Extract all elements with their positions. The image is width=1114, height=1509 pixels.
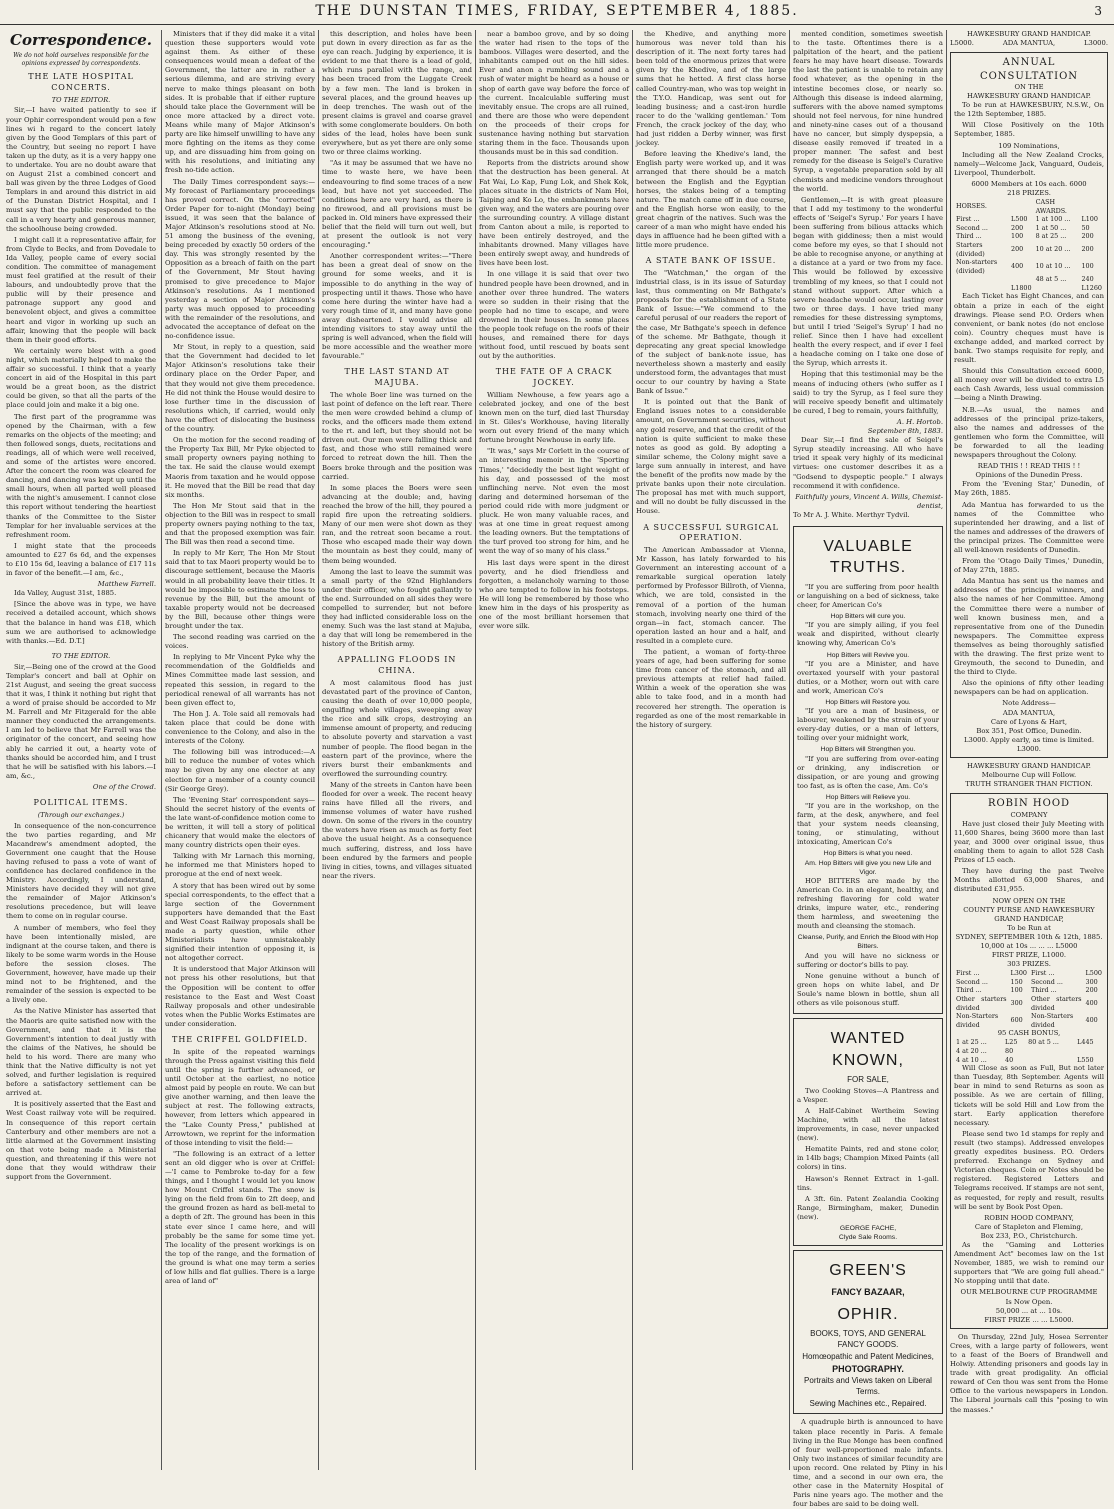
table-cell: Second ... [956,977,988,986]
paragraph: Another correspondent writes:—"There has been a great deal of snow on the ground for some weeks, and it is impossible to do anything in the way of prospecting until it thaws. Those who have come here during the winter have had a very rough time of it, and many have gone away disheartened. I would advise all intending visitors to stay away until the spring is well advanced, when the field will be more accessible and the weather more favourable." [322,252,472,361]
ad-signature-line: Clyde Sale Rooms. [838,1234,898,1242]
article-letter-two [6,652,156,792]
table-cell: L500 [1085,969,1102,978]
article-title: THE FATE OF A CRACK JOCKEY. [495,367,613,388]
table-cell: 200 [1081,245,1094,254]
article-subtitle: TO THE EDITOR. [51,95,111,104]
ad-hawkesbury-header [950,30,1108,48]
ad-line: FANCY BAZAAR, [831,1286,905,1297]
table-cell: Other starters divided [956,995,1007,1012]
table-cell [954,275,1009,284]
paragraph: The Daily Times correspondent says:—My forecast of Parliamentary proceedings has proved correct. On the "corrected" Order Paper for to-night (Monday) being issued, it was seen that the balance of Major Atkinson's resolutions stood at No. 51 among the business of the evening, being preceded by exactly 50 orders of the day. This was strongly resented by the Opposition as a breach of faith on the part of the Government, Mr Stout having promised to give precedence to Major Atkinson's resolutions. As I mentioned yesterday a section of Major Atkinson's party was much opposed to proceeding with the remainder of the resolutions, and advocated the acceptance of defeat on the no-confidence issue. [165,177,315,341]
table-row [954,995,1104,1012]
table-cell: 400 [1085,999,1098,1008]
ad-line: HAWKESBURY GRAND HANDICAP. [967,92,1091,101]
table-cell: 300 [1010,999,1023,1008]
table-row [954,986,1104,995]
table-cell: 50 [1081,223,1090,232]
ad-title: HAWKESBURY GRAND HANDICAP. [967,762,1091,771]
ad-line: Sewing Machines etc., Repaired. [809,1398,927,1408]
table-cell: 200 [1011,245,1024,254]
article-hospital-concerts [6,72,156,646]
paragraph: Each Ticket has Eight Chances, and can obtain a prize in each of the eight drawings. Please send P.O. Orders when convenient, or bank notes (do not enclose coin). Country cheques must have is exchange added, and marked correct by bank. Two stamps requisite for reply, and result. [954,292,1104,365]
table-cell: 1 at 25 ... [956,1038,987,1047]
article-subtitle: TO THE EDITOR. [51,651,111,660]
paragraph: It is pointed out that the Bank of England issues notes to a considerable amount, on Government securities, without any gold reserve, and that the credit of the nation is quite sufficient to make these notes as good as gold. By adopting a similar scheme, the Colony might save a large sum annually in interest, and have the benefit of the profits now made by the private banks upon their note circulation. The proposal has met with much support, and will no doubt be fully discussed in the House. [636,398,786,516]
column-5 [636,30,786,1470]
table-cell: Second ... [1031,977,1063,986]
paragraph: Before leaving the Khedive's land, the English party were worked up, and it was arranged that there should be a match between the English and the Egyptian horses, the stakes being of a tempting nature. The match came off in due course, and the English horse won easily, to the great chagrin of the natives. Such was the career of a man who might have ended his days in affluence had he been gifted with a little more prudence. [636,150,786,250]
table-cell [1075,1047,1104,1056]
paragraph: Mr Stout, in reply to a question, said that the Government had decided to let Major Atkinson's resolutions take their ordinary place on the Order Paper, and that they would not give them precedence. He did not think the House would desire to lose further time in the discussion of resolutions which, if carried, would only have the effect of dislocating the business of the country. [165,343,315,434]
ad-line: To be Run at [1007,923,1051,932]
table-cell [1026,1047,1075,1056]
table-row [954,1047,1104,1056]
paragraph: William Newhouse, a few years ago a celebrated jockey, and one of the best known men on the turf, died last Thursday in St. Giles's Workhouse, having literally worn out every friend of the many which fortune brought Newhouse in early life. [479,390,629,445]
paragraph: Sir,—I have waited patiently to see if your Ophir correspondent would pen a few lines wi h regard to the concert lately given by the Good Templars of this part of the Country, but seeing no report I have taken up the duty, as it is a very happy one to undertake. You are no doubt aware that on August 21st a combined concert and ball was given by the three Lodges of Good Templars in and around this district in aid of the Dunstan District Hospital, and I must say that the public responded to the call in a very hearty and generous manner, the schoolhouse being crowded. [6,106,156,233]
table-cell: Non-Starters divided [1031,1012,1074,1029]
ad-line: Am. Hop Bitters will give you new Life and Vigor. [804,859,932,876]
ad-line: Hop Bitters will Restore you. [825,698,911,706]
table-cell: L300 [1010,969,1027,978]
ad-line: OPHIR. [837,1305,899,1323]
table-cell: L25 [1005,1038,1018,1047]
disclaimer: We do not hold ourselves responsible for the opinions expressed by correspondents. [13,52,149,68]
table-cell: 8 at 25 ... [1035,232,1067,241]
prize-table [954,198,1104,292]
signature: A. H. Hortob. [896,417,943,426]
table-cell: 40 [1005,1055,1014,1064]
table-cell: First ... [1031,969,1055,978]
table-cell: 100 [1010,986,1023,995]
paragraph: In consequence of the non-concurrence the two parties regarding, and Mr Macandrew's amendment adopted, the Government one caught that the House having refused to pass a vote of want of confidence has declared confidence in the Ministry. Accordingly, I understand, Ministers have decided they will not give the remainder of Major Atkinson's resolutions precedence, but will leave them to come on in regular course. [6,821,156,921]
ad-line: Melbourne Cup will Follow. [981,771,1077,780]
article-surgical-operation [636,523,786,730]
table-cell: L550 [1077,1055,1094,1064]
table-cell: 1 at 50 ... [1035,223,1067,232]
page-number: 3 [1094,4,1102,18]
ad-title: ROBIN HOOD [987,798,1071,810]
paragraph: On the motion for the second reading of the Property Tax Bill, Mr Pyke objected to small property owners paying nothing to the tax. He said the clause would exempt Maoris from taxation and he would oppose it. He moved that the Bill be read that day six months. [165,436,315,499]
paragraph: Talking with Mr Larnach this morning, he informed me that Ministers hoped to prorogue at the end of next week. [165,852,315,879]
table-cell: 400 [1085,1016,1098,1025]
table-row [954,215,1104,224]
article-political-items-cont [165,30,315,1029]
article-title: THE LAST STAND AT MAJUBA. [344,367,450,388]
column-4 [479,30,629,1470]
ad-line: Is Now Open. [1005,1297,1053,1306]
paragraph: Gentlemen,—It is with great pleasure that I add my testimony to the wonderful effects of 'Seigel's Syrup.' For years I have been suffering from bilious attacks which began with giddiness; then a mist would come before my eyes, so that I should not be able to recognise anyone, or anything at a distance at a yard or two from my face. This would be followed by excessive trembling of my knees, so that I could not stand without support. After which a severe headache would occur, lasting over two or three days. I have tried many remedies for these distressing symptoms, but until I tried 'Seigel's Syrup' I had no relief. Since then I have had excellent health the every respect, and if ever I feel a headache coming on I take one dose of the Syrup, which arrests it. [793,195,943,368]
ad-title: HAWKESBURY GRAND HANDICAP. [967,30,1091,38]
table-cell: Non-Starters divided [956,1012,999,1029]
ad-line: Hop Bitters will cure you. [830,613,906,621]
paragraph: In one village it is said that over two hundred people have been drowned, and in another over three hundred. The waters were so sudden in their rising that the people had no time to escape, and were drowned in their houses. In some places the people took refuge on the roofs of their houses, and remained there for days without food, until rescued by boats sent out by the authorities. [479,270,629,361]
paragraph: A number of members, who feel they have been intentionally misled, are indignant at the course taken, and there is likely to be some warm words in the House before the session closes. The Government, however, have made up their mind not to be frightened, and the remainder of the session is expected to be a lively one. [6,923,156,1005]
address-line: Care of Stapleton and Fleming, [974,1222,1084,1231]
paragraph: From the 'Otago Daily Times,' Dunedin, of May 27th, 1885. [954,557,1104,575]
signature-address: To Mr A. J. White. Merthyr Tydvil. [793,510,910,519]
table-row [954,198,1104,215]
ad-robin-hood [950,793,1108,1328]
paragraph: Reports from the districts around show that the destruction has been general. At Fat Wai, Lo Kap, Fung Lok, and Shek Kok, places situate in the districts of Nam Hoi, Taiping and Ko Lo, the embankments have given way, and the waters are pouring over the surrounding country. A village distant from Canton about a mile, is reported to have been entirely destroyed, and the inhabitants drowned. Many villages have been entirely swept away, and hundreds of lives have been lost. [479,159,629,268]
paragraph: "If you are suffering from poor health or languishing on a bed of sickness, take cheer, for American Co's [797,582,939,610]
ad-item: Two Cooking Stoves—A Plantress and a Vesper. [797,1086,939,1104]
ad-line: Hop Bitters will Revive you. [826,651,910,659]
paragraph: The patient, a woman of forty-three years of age, had been suffering for some time from cancer of the stomach, and all previous attempts at relief had failed. Within a week of the operation she was able to take food, and in a month had recovered her strength. The operation is regarded as one of the most remarkable in the history of surgery. [636,647,786,729]
table-total: L1260 [1081,283,1102,292]
table-cell: Other starters divided [1031,995,1082,1012]
article-title: A SUCCESSFUL SURGICAL OPERATION. [643,522,779,543]
paragraph: The Hon Mr Stout said that in the objection to the Bill was in respect to small property owners paying nothing to the tax, and that the proposed exemption was fair. The Bill was then read a second time. [165,501,315,547]
newspaper-title: THE DUNSTAN TIMES, FRIDAY, SEPTEMBER 4, 1885. [315,3,799,19]
table-cell: 10 at 10 ... [1035,262,1071,271]
paragraph: I might call it a representative affair, for from Clyde to Becks, and from Dovedale to Ida Valley, people came of every social condition. The committee of management must feel gratified at the result of their labours, and undoubtedly prove that the public will by their presence and patronage support any good and benevolent object, and gives a committee heart and vigor in working up such an affair, knowing that the people will back them in their good efforts. [6,235,156,344]
paragraph: "It was," says Mr Corlett in the course of an interesting memoir in the 'Sporting Times,' "decidedly the best light weight of his day, and possessed of the most unflinching nerve. Not even the most daring and determined horseman of the period could ride with more judgment or pluck. He won many valuable races, and was at one time in great request among the leading owners. But the temptations of the turf proved too strong for him, and he went the way of so many of his class." [479,447,629,556]
table-row [954,284,1104,293]
paragraph: In spite of the repeated warnings through the Press against visiting this field until the spring is further advanced, or until October at the earliest, no notice almost paid by people en route. We can but give another warning, and then leave the subject at rest. The following extracts, however, from letters which appeared in the "Lake County Press," published at Arrowtown, we reprint for the information of those intending to visit the field:— [165,1047,315,1147]
paragraph: "If you are in the workshop, on the farm, at the desk, anywhere, and feel that your system needs cleansing, toning, or stimulating, without intoxicating, American Co's [797,802,939,847]
table-row [954,978,1104,987]
table-row [954,258,1104,275]
editor-note: [Since the above was in type, we have received a detailed account, which shows that the balance in hand was £18, which sum we are authorised to acknowledge with thanks.—Ed. D.T.] [6,600,156,645]
ad-line: Hop Bitters will Relieve you. [825,793,911,801]
ad-line: Homœopathic and Patent Medicines, [802,1351,934,1361]
table-cell [1009,275,1034,284]
column-7 [950,30,1108,1470]
paragraph: A story that has been wired out by some special correspondents, to the effect that a large section of the Government supporters have demanded that the East and West Coast Railway proposals shall be made a party question, while other Ministerialists have unmistakeably signified their intention of opposing it, is not altogether correct. [165,881,315,963]
paragraph: HOP BITTERS are made by the American Co. in an elegant, healthy, and refreshing flavoring for cold water drinks, impure water, etc., rendering them harmless, and sweetening the mouth and cleansing the stomach. [797,876,939,931]
table-header: CASH AWARDS. [1035,198,1067,215]
table-cell: 80 [1005,1047,1014,1056]
article-title: THE CRIFFEL GOLDFIELD. [171,1035,308,1045]
paragraph: And you will have no sickness or suffering or doctor's bills to pay. [797,951,939,969]
table-cell: 100 [1011,232,1024,241]
article-state-bank [636,256,786,516]
paragraph: As the Native Minister has asserted that the Maoris are quite satisfied now with the Government, and that it is the Government's intention to deal justly with the claims of the Natives, he should be held to his word. There are many who think that the Native difficulty is not yet solved, and further legislation is required before a satisfactory settlement can be arrived at. [6,1007,156,1098]
address-line: ADA MANTUA, [1002,708,1056,717]
paragraph: "If you are a Minister, and have overtaxed yourself with your pastoral duties, or a Mother, worn out with care and work, American Co's [797,659,939,695]
paragraph: The Hon J. A. Tole said all removals had taken place that could be done with convenience to the Colony, and also in the interests of the Colony. [165,709,315,746]
ad-line: ON THE [1014,82,1044,91]
signature: Matthew Farrell. [97,580,156,589]
ad-line: OUR MELBOURNE CUP PROGRAMME [960,1288,1098,1297]
paragraph: Ministers that if they did make it a vital question these supporters would vote against them. As either of these consequences would mean a defeat of the Government, the latter are in rather a serious dilemma, and are striving every nerve to make things pleasant on both sides. It is probable that if either rupture should take place the Government will be once more attacked by a direct vote. Means while many of Major Atkinson's party are like himself unwilling to have any more fighting on the items as they come up, and are dissuading him from going on with his resolutions, and initiating any fresh no-tide action. [165,30,315,175]
prize-table [954,969,1104,1029]
paragraph: In some places the Boers were seen advancing at the double; and, having reached the brow of the hill, they poured a rapid fire upon the retreating soldiers. Many of our men were shot down as they ran, and the retreat soon became a rout. Those who escaped made their way down the mountain as best they could, many of them being wounded. [322,483,472,565]
paragraph: Should this Consultation exceed 6000, all money over will be divided to extra L5 each Cash Awards, less usual commission—being a Ninth Drawing. [954,367,1104,403]
article-title: A STATE BANK OF ISSUE. [645,256,777,266]
paragraph: "If you are a man of business, or labourer, weakened by the strain of your every-day duties, or a man of letters, toiling over your midnight work, [797,707,939,743]
ad-line: FIRST PRIZE, L1000. [991,951,1067,960]
column-rule [318,30,319,1470]
article-crack-jockey [479,367,629,631]
article-quadruple-birth [793,1418,943,1509]
column-rule [161,30,162,1470]
ad-line: 10,000 at 10s ... ... ... L5000 [980,942,1078,951]
ad-line: Hop Bitters will Strengthen you. [820,746,916,754]
paragraph: Dear Sir,—I find the sale of Seigel's Syrup steadily increasing. All who have tried it speak very highly of its medicinal virtues: one customer describes it as a "Godsend to dyspeptic people." I always recommend it with confidence. [793,436,943,490]
prize-right: L3000. [1084,39,1108,48]
paragraph: Many of the streets in Canton have been flooded for over a week. The recent heavy rains have filled all the rivers, and immense volumes of water have rushed down. On some of the rivers in the country the waters have risen as much as forty feet above the usual height. As a consequence much suffering, distress, and loss have been endured by the farmers and people living in cities, towns, and villages situated near the rivers. [322,780,472,880]
ad-title: WANTED KNOWN, [830,1030,906,1069]
ad-line: Hop Bitters is what you need. [823,850,913,858]
ad-line: COMPANY [1010,810,1048,819]
paragraph: Hoping that this testimonial may be the means of inducing others (who suffer as I said) to try the Syrup, as I feel sure they will receive speedy benefit and ultimately be cured, I beg to remain, yours faithfully, [793,370,943,415]
column-rule [475,30,476,1470]
table-cell: 4 at 10 ... [956,1055,987,1064]
prize-left: L5000. [950,39,974,48]
column-rule [632,30,633,1470]
ad-name: ADA MANTUA, [1002,39,1056,48]
paragraph: It is understood that Major Atkinson will not press his other resolutions, but that the Opposition will be content to offer resistance to the East and West Coast Railway proposals and other undesirable votes when the Public Works Estimates are under consideration. [165,965,315,1028]
ad-item: A 3ft. 6in. Patent Zealandia Cooking Range, Birmingham, maker, Dunedin (new). [797,1194,939,1221]
paragraph: Ada Mantua has sent us the names and addresses of the principal winners, and also the names of her Committee. Among the Committee there were a number of well known business men, and a representative from one of the Dunedin newspapers. The Committee express themselves as being thoroughly satisfied with the drawing. The first prize went to Greymouth, the second to Dunedin, and the third to Clyde. [954,577,1104,677]
ad-annual-consultation [950,52,1108,758]
signature: One of the Crowd. [92,782,156,791]
table-cell: Third ... [956,986,982,995]
ad-title: TRUTH STRANGER THAN FICTION. [965,780,1093,789]
article-majuba [322,367,472,649]
article-jockey-cont [636,30,786,250]
ad-hawkesbury-footer [950,762,1108,789]
table-cell: First ... [956,215,980,224]
address-line: Care of Lyons & Hart, [990,717,1068,726]
table-cell: L500 [1011,215,1028,224]
ad-line: BOOKS, TOYS, AND GENERAL FANCY GOODS. [810,1329,926,1349]
paragraph: On Thursday, 22nd July, Hosea Serrenter Crees, with a large party of followers, went to a feast of the Boers of Brandwell and Holwiy. Attending prisoners and goods lay in trade with great prodigality. An official reward of Cen thou was sent from the Home Office to the various newspapers in London. The Liberal journals call this "posing to win the masses." [950,1332,1108,1414]
paragraph: The whole Boer line was turned on the last point of defence on the left rear. There the men were crowded behind a clump of rocks, and the officers made them extend to the rt. and left, but they should not be driven out. Our men were falling thick and fast, and those who still remained were forced to retreat down the hill. Then the Boers broke through and the position was carried. [322,390,472,481]
paragraph: "If you are simply ailing, if you feel weak and dispirited, without clearly knowing why, American Co's [797,621,939,648]
table-cell [1026,1056,1075,1065]
ad-title: ANNUAL CONSULTATION [979,57,1079,82]
signature: Faithfully yours, Vincent A. Wills, Chemist-dentist, [795,492,943,510]
paragraph: "The following is an extract of a letter sent an old digger who is over at Criffel:—'I came to Pembroke to-day for a few things, and I thought I would let you know how Mount Criffel stands. The snow is lying on the field from 6in to 2ft deep, and the ground frozen as hard as bell-metal to a depth of 2ft. The ground has been in this state ever since I came here, and will probably be the same for some time yet. The locality of the present workings is on the top of the range, and the formation of the ground is what one may term a series of low hills and flat gullies. There is a large area of land of" [165,1149,315,1286]
table-cell: 150 [1010,977,1023,986]
table-cell: 200 [1085,986,1098,995]
paragraph: Will Close as soon as Full, But not later than Tuesday, 8th September. Agents will bear in mind to send Returns as soon as possible. As we are certain of filling, tickets will be sold Hill and Low from the start. Early application therefore necessary. [954,1064,1104,1127]
ad-line: COUNTY PURSE AND HAWKESBURY GRAND HANDICAP, [963,905,1095,923]
ad-line: Portraits and Views taken on Liberal Terms. [804,1376,932,1396]
column-1 [6,30,156,1470]
paragraph: Including all the New Zealand Crocks, namely—Welcome Jack, Vanguard, Oudeis, Liverpool, Thunderbolt. [954,150,1104,177]
paragraph: They have during the past Twelve Months allotted 63,000 Shares, and distributed £31,955. [954,867,1104,894]
paragraph: I might state that the proceeds amounted to £27 6s 6d, and the expenses to £10 15s 6d, leaving a balance of £17 11s in favor of the benefit.—I am, &c., [6,541,156,578]
paragraph: The first part of the programme was opened by the Chairman, with a few remarks on the objects of the meeting; and then followed songs, duets, recitations and readings, all of which were well received, and some of the artistes were encored. After the concert the room was cleared for dancing, and dancing was kept up until the small hours, when all parted well pleased with the night's amusement. I cannot close this report without tendering the heartiest thanks of the Committee to the Sister Templar for her invaluable services at the refreshment room. [6,412,156,539]
ad-line: SYDNEY, SEPTEMBER 10th & 12th, 1885. [955,932,1103,941]
article-floods-china [322,655,472,881]
table-total: L1800 [1011,283,1032,292]
ad-item: A Half-Cabinet Wertheim Sewing Machine, with all the latest improvements, in case, never unpacked (new). [797,1106,939,1143]
paragraph: The second reading was carried on the voices. [165,633,315,651]
address-line: ROBIN HOOD COMPANY, [984,1213,1074,1222]
paragraph: The American Ambassador at Vienna, Mr Kasson, has lately forwarded to his Government an interesting account of a remarkable surgical operation lately performed by Professor Billroth, of Vienna, which, we are told, consisted in the removal of a portion of the human stomach, involving nearly one third of the organ—in fact, stomach cancer. The operation lasted an hour and a half, and resulted in a complete cure. [636,545,786,645]
table-cell: Non-starters (divided) [956,258,998,275]
ad-title: VALUABLE TRUTHS. [823,537,913,577]
ad-line: 6000 Members at 10s each. 6000 [971,179,1087,188]
paragraph: near a bamboo grove, and by so doing the water had risen to the tops of the bamboos. Villages were deserted, and the inhabitants camped out on the hill sides. Ever and anon a rumbling sound and a rush of water might be heard as a house or shop of earth gave way before the force of the current. Incalculable suffering must inevitably ensue. The crops are all ruined, and there are those who were dependent on the proceeds of their crops for sustenance having nothing but starvation staring them in the face. Thousands upon thousands must be in this sad condition. [479,30,629,157]
masthead [0,0,1114,25]
article-title: POLITICAL ITEMS. [33,798,129,807]
paragraph: To be run at HAWKESBURY, N.S.W., On the 12th September, 1885. [954,101,1104,119]
table-cell: L100 [1081,215,1098,224]
address-line: L3000. Apply early, as time is limited. L3000. [964,735,1094,753]
table-cell: 400 [1011,262,1024,271]
ad-item: Hematite Paints, red and stone color, in 14lb bags; Champion Mixed Paints (all colors) in tins. [797,1145,939,1172]
table-header: HORSES. [956,202,987,211]
paragraph: "If you are suffering from over-eating or drinking, any indiscretion or dissipation, or are young and growing too fast, as is often the case, Am. Co's [797,754,939,790]
table-cell: 600 [1010,1016,1023,1025]
ad-subtitle: FOR SALE, [847,1074,889,1084]
article-title: THE LATE HOSPITAL CONCERTS. [28,72,134,92]
paragraph: His last days were spent in the direst poverty, and he died friendless and forgotten, a melancholy warning to those who are tempted to follow in his footsteps. He will long be remembered by those who knew him in the days of his prosperity as one of the most brilliant horsemen that ever wore silk. [479,558,629,631]
paragraph: In reply to Mr Kerr, The Hon Mr Stout said that to tax Maori property would be to discourage settlement, because the Maoris would in all probability leave their titles. It would be impossible to estimate the loss to revenue by the Bill, but the amount of taxable property would not be decreased by the Bill, because other things were brought under the tax. [165,549,315,630]
article-political-items [6,798,156,1182]
dateline: Ida Valley, August 31st, 1885. [14,589,117,598]
table-row [954,275,1104,284]
column-6 [793,30,943,1509]
ad-line: 109 Nominations, [998,141,1060,150]
paragraph: Also the opinions of fifty other leading newspapers can be had on application. [954,679,1104,697]
ad-line: 303 PRIZES. [1007,960,1051,969]
section-heading: Correspondence. [10,31,152,49]
ad-line: FIRST PRIZE ... ... L5000. [984,1315,1074,1324]
ad-item: Hawson's Rennet Extract in 1-gall. tins. [797,1174,939,1192]
table-cell: 4 at 20 ... [956,1047,987,1056]
ad-seigels-syrup [793,30,943,520]
table-cell: First ... [956,969,980,978]
column-rule [789,30,790,1470]
table-cell: 300 [1085,977,1098,986]
article-news-item [950,1333,1108,1415]
prizes-title: 218 PRIZES. [1007,189,1051,197]
table-row [954,232,1104,241]
address-line: Box 351, Post Office, Dunedin. [976,726,1082,735]
table-cell: Third ... [956,232,982,241]
paragraph: In replying to Mr Vincent Pyke why the recommendation of the Goldfields and Mines Committee made last session, and repeated this session, in regard to the periodical renewal of all warrants has not been given effect to, [165,653,315,707]
paragraph: N.B.—As usual, the names and addresses of the principal prize-takers, also the names and addresses of the gentlemen who form the Committee, will be forwarded to all the leading newspapers throughout the Colony. [954,405,1104,460]
ad-signature: GEORGE FACHE, [839,1224,897,1232]
table-row [954,224,1104,233]
table-cell: 100 [1081,262,1094,271]
ad-line: Cleanse, Purify, and Enrich the Blood with Hop Bitters. [797,934,939,951]
paragraph: A quadruple birth is announced to have taken place recently in Paris. A female living in the Rue Monge has been confined of four well-proportioned male infants. Only two instances of similar fecundity are upon record. One related by Pliny in his time, and a second in our own era, the other case in the Maternity Hospital of Paris nine years ago. The mother and the four babes are said to be doing well. [793,1418,943,1509]
ad-line: 95 CASH BONUS, [997,1029,1061,1038]
paragraph: Please send two 1d stamps for reply and result (two stamps). Addressed envelopes greatly expedites business. P.O. Orders preferred. Exchange on Sydney and Victorian cheques. Coin or Notes should be registered. Registered Letters and Telegrams received. If stamps are not sent, as requested, for reply and result, results will be sent by Book Post Open. [954,1129,1104,1211]
paragraph: The 'Evening Star' correspondent says—Should the secret history of the events of the late want-of-confidence motion come to be written, it will tell a story of political chicanery that would make the electors of many country districts open their eyes. [165,795,315,850]
column-2 [165,30,315,1470]
paragraph: None genuine without a bunch of green hops on white label, and Dr Soule's name blown in bottle, shun all others as vile poisonous stuff. [797,971,939,1007]
table-cell: Starters (divided) [956,240,985,258]
signature-date: September 8th, 1883. [867,427,943,436]
table-cell: 10 at 20 ... [1035,245,1071,254]
article-criffel-cont [322,30,472,361]
cash-table [954,1038,1104,1064]
table-row [954,1012,1104,1029]
ad-title: GREEN'S [829,1262,907,1280]
table-row [954,1056,1104,1065]
table-cell: Third ... [1031,986,1057,995]
ad-greens-fancy-bazaar [793,1250,943,1414]
paragraph: It is positively asserted that the East and West Coast railway vote will be required. In consequence of this report certain Canterbury and other members are not a little alarmed at the Government insisting on that vote being made a Ministerial question, and threatening if this were not done that they would withdraw their support from the Government. [6,1100,156,1182]
article-subtitle: (Through our exchanges.) [37,810,125,819]
ad-line: Opinions of the Dunedin Press. [975,471,1083,480]
table-cell: 80 at 5 ... [1028,1038,1059,1047]
ad-line: READ THIS ! ! READ THIS ! ! [977,462,1081,471]
paragraph: Among the last to leave the summit was a small party of the 92nd Highlanders under their officer, who fought gallantly to the end. Surrounded on all sides they were compelled to surrender, but not before they had inflicted considerable loss on the enemy. Such was the last stand at Majuba, a day that will long be remembered in the history of the British army. [322,567,472,649]
paragraph: The following bill was introduced:—A bill to reduce the number of votes which may be given by any one elector at any election for a member of a county council (Sir George Grey). [165,748,315,793]
ad-valuable-truths [793,526,943,1014]
paragraph: The "Watchman," the organ of the industrial class, is in its issue of Saturday last, thus commenting on Mr Bathgate's proposals for the establishment of a State Bank of Issue:—"We commend to the careful perusal of our readers the report of the case, Mr Bathgate's speech in defence of the scheme. Mr Bathgate, though it deprecating any great special knowledge of the subject of bank-note issue, has nevertheless shown a masterly and easily understood form, the advantages that must occur to our country by having a State Bank of Issue." [636,268,786,396]
article-criffel-goldfield [165,1035,315,1286]
table-cell: 200 [1011,223,1024,232]
article-title: APPALLING FLOODS IN CHINA. [337,655,457,676]
paragraph: the Khedive, and anything more humorous was never told than his description of it. The next forty tares had been told of the enormous prizes that were given by the Khedive, and of the large sums that he hetted. A first class horse called Country-man, who was top weight in the T.Y.O. Handicap, was sent out for leading business; and a cast-iron hurdle racer to do the 'walking gentleman.' Tom French, the crack jockey of the day, who had just ridden a Derby winner, was first jockey. [636,30,786,148]
paragraph: Will Close Positively on the 10th September, 1885. [954,121,1104,139]
table-cell: 1 at 100 ... [1035,215,1071,224]
ad-wanted-known [793,1018,943,1246]
address-line: Box 233, P.O., Christchurch. [980,1231,1078,1240]
table-cell: Second ... [956,223,988,232]
table-row [954,969,1104,978]
column-3 [322,30,472,1470]
table-cell: 200 [1081,232,1094,241]
table-row [954,241,1104,258]
paragraph: "As it may be assumed that we have no time to waste here, we have been endeavouring to find some traces of a new lead, but have not yet succeeded. The conditions here are very hard, as there is no firewood, and all provisions must be packed in. Old miners have expressed their belief that the field will turn out well, but at present the outlook is not very encouraging." [322,159,472,250]
paragraph: mented condition, sometimes sweetish to the taste. Oftentimes there is a palpitation of the heart, and the patient fears he may have heart disease. Towards the last the patient is unable to retain any food whatever, as the opening in the intestine becomes close, or nearly so. Although this disease is indeed alarming, sufferers with the above named symptoms should not feel nervous, for nine hundred and ninety-nine cases out of a thousand have no cancer, but simply dyspepsia, a disease easily removed if treated in a proper manner. The safest and best remedy for the disease is Seigel's Curative Syrup, a vegetable preparation sold by all chemists and medicine vendors throughout the world. [793,30,943,193]
table-cell: 240 [1081,275,1094,284]
article-floods-cont [479,30,629,361]
paragraph: As the "Gaming and Lotteries Amendment Act" becomes law on the 1st November, 1885, we wish to remind our supporters that "We are going full ahead." No stopping until that date. [954,1240,1104,1286]
paragraph: From the 'Evening Star,' Dunedin, of May 26th, 1885. [954,480,1104,498]
table-cell: L445 [1077,1038,1094,1047]
table-cell: 48 at 5 ... [1035,275,1067,284]
table-row [954,1038,1104,1047]
paragraph: Have just closed their July Meeting with 11,600 Shares, being 3600 more than last year, and 3000 over original issue, thus enabling them to again to allot 528 Cash Prizes of L5 each. [954,819,1104,865]
address-line: Note Address— [1002,699,1056,708]
ad-line: PHOTOGRAPHY. [832,1364,904,1375]
ad-line: NOW OPEN ON THE [992,896,1066,905]
paragraph: We certainly were blest with a good night, which materially helped to make the affair so successful. I think that a yearly concert in aid of the Hospital in this part would be a great boon, as the district could be given, so that all the parts of the place could join and make it a big one. [6,346,156,410]
column-rule [946,30,947,1470]
ad-line: 50,000 ... at ... 10s. [995,1306,1063,1315]
paragraph: A most calamitous flood has just devastated part of the province of Canton, causing the death of over 10,000 people, engulfing whole villages, sweeping away the rice and silk crops, destroying an immense amount of property, and reducing to absolute poverty and starvation a vast number of people. The flood began in the eastern part of the province, where the rivers burst their embankments and overflowed the surrounding country. [322,678,472,778]
paragraph: Ada Mantua has forwarded to us the names of the Committee who superintended her drawing, and a list of the names and addresses of the drawers of the principal prizes. The Committee were all well-known residents of Dunedin. [954,500,1104,554]
paragraph: Sir,—Being one of the crowd at the Good Templar's concert and ball at Ophir on 21st August, and seeing the great success that it was, I think it nothing but right that a word of praise should be accorded to Mr M. Farrell and Mr Fitzgerald for the able manner they conducted the arrangements. I am led to believe that Mr Farrell was the originator of the concert, and seeing how ably he carried it out, a hearty vote of thanks should be accorded him, and I trust that he will be satisfied with his labors.—I am, &c., [6,662,156,780]
paragraph: this description, and holes have been put down in every direction as far as the eye can reach. Judging by experience, it is evident to me that there is a lead of gold, which runs parallel with the range, and has been traced from the Luggate Creek by a few men. The land is broken in several places, and the ground heaves up in deep trenches. The wash out of the present claims is gravel and coarse gravel with some conglomerate boulders. On both sides of the lead, holes have been sunk everywhere, but as yet there are only some two or three claims working. [322,30,472,157]
